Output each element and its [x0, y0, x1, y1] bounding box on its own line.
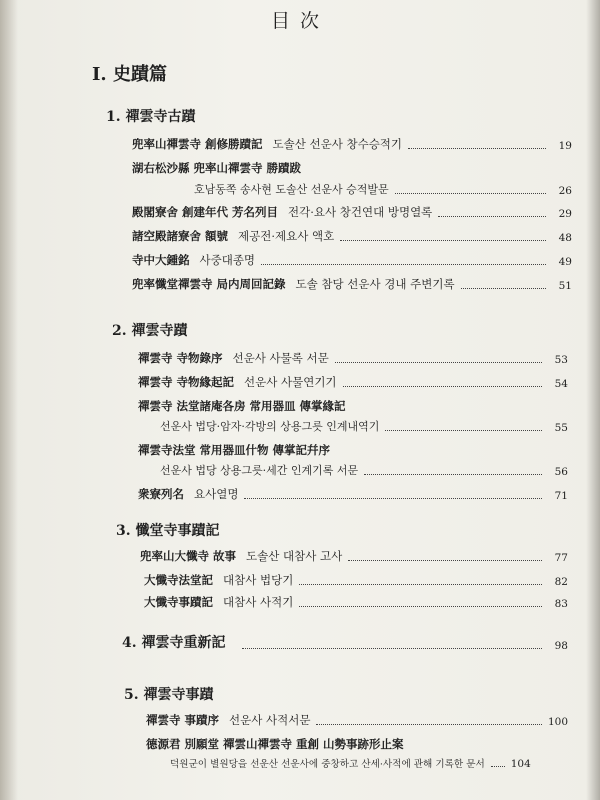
entry-title: 兜率山禪雲寺 創修勝蹟記	[132, 137, 263, 151]
leader-dots	[299, 584, 542, 585]
entry-page: 53	[554, 354, 568, 366]
entry-title: 寺中大鍾銘	[132, 253, 190, 267]
entry-korean: 선운사 사물록 서문	[232, 351, 329, 365]
leader-dots	[438, 216, 546, 217]
entry-title: 湖右松沙縣 兜率山禪雲寺 勝蹟跋	[132, 161, 302, 175]
section-heading-3: 3. 懺堂寺事蹟記	[116, 523, 220, 539]
leader-dots	[385, 430, 542, 431]
entry-korean: 제공전·제요사 액호	[238, 229, 335, 243]
entry-title: 大懺寺事蹟記	[144, 595, 213, 609]
toc-entry[interactable]	[138, 442, 568, 458]
toc-entry[interactable]	[138, 350, 568, 366]
toc-entry[interactable]	[138, 398, 568, 414]
entry-title: 兜率山大懺寺 故事	[140, 549, 237, 563]
entry-title: 德源君 別願堂 禪雲山禪雲寺 重創 山勢事跡形止案	[146, 737, 404, 751]
leader-dots	[343, 386, 542, 387]
leader-dots	[408, 148, 546, 149]
section-heading-1: 1. 禪雲寺古蹟	[106, 109, 196, 125]
section-heading-2: 2. 禪雲寺蹟	[112, 323, 188, 339]
page-shadow-left	[0, 0, 18, 800]
entry-title: 禪雲寺 寺物錄序	[138, 351, 223, 365]
entry-korean: 선운사 사적서문	[229, 713, 311, 727]
entry-page: 98	[554, 640, 568, 652]
section-heading-5: 5. 禪雲寺事蹟	[124, 687, 214, 703]
toc-entry-subtitle[interactable]	[170, 756, 568, 770]
entry-title: 兜率懺堂禪雲寺 局内周回記錄	[132, 277, 286, 291]
entry-page: 77	[554, 552, 568, 564]
leader-dots	[364, 474, 542, 475]
leader-dots	[242, 648, 543, 649]
toc-entry[interactable]	[132, 276, 572, 292]
leader-dots	[261, 264, 546, 265]
toc-entry-subtitle[interactable]	[160, 462, 568, 478]
toc-entry[interactable]	[144, 594, 568, 610]
entry-page: 48	[558, 232, 572, 244]
toc-entry[interactable]	[132, 228, 572, 244]
entry-title: 禪雲寺 事蹟序	[146, 713, 220, 727]
entry-title: 殿閣寮舍 創建年代 芳名列目	[132, 205, 279, 219]
entry-title: 禪雲寺法堂 常用器皿什物 傳掌記幷序	[138, 443, 331, 457]
toc-entry[interactable]	[146, 736, 568, 752]
entry-page: 82	[554, 576, 568, 588]
entry-page: 71	[554, 490, 568, 502]
entry-korean: 대참사 법당기	[223, 573, 294, 587]
entry-korean: 요사열명	[194, 487, 239, 501]
entry-title: 衆寮列名	[138, 487, 184, 501]
toc-entry[interactable]	[146, 712, 568, 728]
toc-entry[interactable]	[132, 136, 572, 152]
page-title: 目次	[270, 10, 329, 32]
toc-entry[interactable]	[132, 204, 572, 220]
toc-entry[interactable]	[138, 486, 568, 502]
leader-dots	[299, 606, 542, 607]
entry-title: 禪雲寺 寺物緣起記	[138, 375, 235, 389]
entry-korean: 사중대종명	[199, 253, 256, 267]
leader-dots	[395, 193, 546, 194]
entry-page: 55	[554, 422, 568, 434]
toc-entry[interactable]	[132, 160, 572, 176]
entry-korean: 선운사 법당·암자·각방의 상용그릇 인계내역기	[160, 420, 380, 433]
entry-page: 54	[554, 378, 568, 390]
entry-page: 83	[554, 598, 568, 610]
entry-title: 諸空殿諸寮舍 額號	[132, 229, 229, 243]
entry-korean: 덕원군이 별원당을 선운산 선운사에 중창하고 산세·사적에 관해 기록한 문서	[170, 759, 485, 770]
entry-korean: 호남동쪽 송사현 도솔산 선운사 승적발문	[194, 183, 389, 196]
toc-entry[interactable]	[144, 572, 568, 588]
entry-page: 49	[558, 256, 572, 268]
entry-page: 19	[558, 140, 572, 152]
leader-dots	[491, 766, 505, 767]
entry-korean: 선운사 법당 상용그릇·세간 인계기록 서문	[160, 464, 359, 477]
entry-korean: 대참사 사적기	[223, 595, 294, 609]
toc-entry[interactable]	[140, 548, 568, 564]
toc-entry[interactable]	[132, 252, 572, 268]
leader-dots	[461, 288, 546, 289]
entry-korean: 도솔 참당 선운사 경내 주변기록	[295, 277, 455, 291]
toc-entry[interactable]	[138, 374, 568, 390]
toc-entry-subtitle[interactable]	[160, 418, 568, 434]
entry-page: 104	[510, 758, 531, 770]
entry-title: 禪雲寺 法堂諸庵各房 常用器皿 傳掌緣記	[138, 399, 346, 413]
entry-title: 大懺寺法堂記	[144, 573, 213, 587]
leader-dots	[335, 362, 542, 363]
part-heading: I. 史蹟篇	[92, 64, 167, 85]
entry-page: 56	[554, 466, 568, 478]
entry-korean: 도솔산 선운사 창수승적기	[272, 137, 403, 151]
entry-page: 100	[547, 716, 568, 728]
toc-entry-section-4[interactable]	[122, 632, 568, 652]
page-shadow-right	[586, 0, 600, 800]
entry-page: 26	[558, 185, 572, 197]
toc-entry-subtitle[interactable]	[194, 181, 572, 197]
entry-page: 51	[558, 280, 572, 292]
leader-dots	[316, 724, 542, 725]
leader-dots	[244, 498, 542, 499]
entry-korean: 도솔산 대참사 고사	[246, 549, 343, 563]
section-heading-4: 4. 禪雲寺重新記	[122, 635, 226, 651]
leader-dots	[340, 240, 546, 241]
entry-korean: 전각·요사 창건연대 방명열록	[288, 205, 433, 219]
entry-korean: 선운사 사물연기기	[244, 375, 337, 389]
entry-page: 29	[558, 208, 572, 220]
leader-dots	[348, 560, 542, 561]
